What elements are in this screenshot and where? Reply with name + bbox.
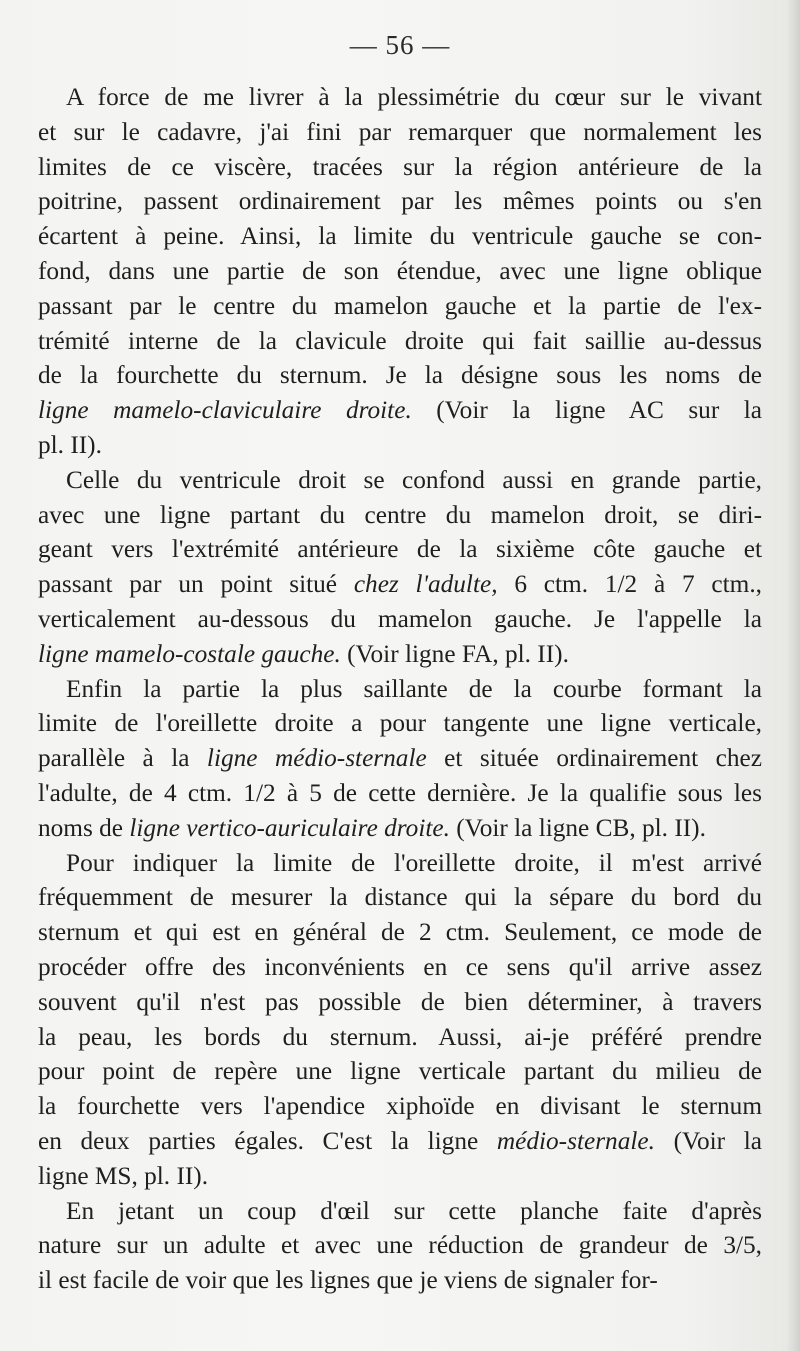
text-run: poitrine, passent ordinairement par les mêmes points ou s'en xyxy=(38,187,762,216)
text-run: verticalement au-dessous du mamelon gauche. Je l'appelle la xyxy=(38,604,762,633)
text-line xyxy=(38,219,762,254)
text-run: souvent qu'il n'est pas possible de bien déterminer, à travers xyxy=(38,987,762,1016)
text-line xyxy=(38,1020,762,1055)
text-line xyxy=(38,567,762,602)
text-line xyxy=(38,1124,762,1159)
text-line xyxy=(38,1194,762,1229)
text-line xyxy=(38,811,762,846)
text-line xyxy=(38,637,762,672)
text-run: et située ordinairement chez xyxy=(426,744,762,773)
italic-term: chez l'adulte, xyxy=(353,570,498,599)
text-run: pl. II). xyxy=(38,430,102,459)
text-run: (Voir la ligne CB, pl. II). xyxy=(449,813,706,842)
text-line xyxy=(38,1159,762,1194)
text-run: parallèle à la xyxy=(38,744,207,773)
text-line xyxy=(38,498,762,533)
text-run: En jetant un coup d'œil sur cette planche faite d'après xyxy=(66,1196,762,1225)
text-line xyxy=(38,80,762,115)
text-run: limites de ce viscère, tracées sur la région antérieure de la xyxy=(38,152,762,181)
text-run: passant par le centre du mamelon gauche et la partie de l'ex- xyxy=(38,291,762,320)
text-line xyxy=(38,1263,762,1298)
text-line xyxy=(38,880,762,915)
text-line xyxy=(38,324,762,359)
text-line xyxy=(38,1089,762,1124)
text-line xyxy=(38,985,762,1020)
text-run: A force de me livrer à la plessimétrie du cœur sur le vivant xyxy=(66,83,762,111)
text-line xyxy=(38,915,762,950)
text-run: la peau, les bords du sternum. Aussi, ai-je préféré prendre xyxy=(38,1022,762,1051)
text-run: la fourchette vers l'apendice xiphoïde en divisant le sternum xyxy=(38,1092,762,1121)
text-run: procéder offre des inconvénients en ce sens qu'il arrive assez xyxy=(38,952,762,981)
text-run: nature sur un adulte et avec une réduction de grandeur de 3/5, xyxy=(38,1231,762,1260)
text-line xyxy=(38,1054,762,1089)
text-run: fond, dans une partie de son étendue, avec une ligne oblique xyxy=(38,256,762,285)
text-run: l'adulte, de 4 ctm. 1/2 à 5 de cette dernière. Je la qualifie sous les xyxy=(38,778,762,807)
text-run: 6 ctm. 1/2 à 7 ctm., xyxy=(497,570,762,599)
text-line xyxy=(38,115,762,150)
text-run: en deux parties égales. C'est la ligne xyxy=(38,1126,497,1155)
text-run: ligne MS, pl. II). xyxy=(38,1161,209,1190)
italic-term: ligne médio-sternale xyxy=(206,744,427,773)
text-run: et sur le cadavre, j'ai fini par remarquer que normalement les xyxy=(38,117,762,146)
text-run: passant par un point situé xyxy=(38,570,354,599)
italic-term: ligne mamelo-costale gauche. xyxy=(38,639,341,668)
text-run: noms de xyxy=(38,813,130,842)
text-run: de la fourchette du sternum. Je la désigne sous les noms de xyxy=(38,361,762,390)
text-run: Pour indiquer la limite de l'oreillette droite, il m'est arrivé xyxy=(66,848,762,877)
text-line xyxy=(38,846,762,881)
text-line xyxy=(38,602,762,637)
text-run: (Voir la ligne AC sur la xyxy=(411,396,762,425)
text-line xyxy=(38,463,762,498)
text-run: avec une ligne partant du centre du mamelon droit, se diri- xyxy=(38,500,762,529)
text-run: Enfin la partie la plus saillante de la courbe formant la xyxy=(66,674,762,703)
text-line xyxy=(38,950,762,985)
text-run: Celle du ventricule droit se confond aussi en grande partie, xyxy=(66,465,762,494)
text-line xyxy=(38,428,762,463)
text-line xyxy=(38,289,762,324)
paragraph xyxy=(38,80,762,463)
text-run: geant vers l'extrémité antérieure de la sixième côte gauche et xyxy=(38,535,762,564)
paragraph xyxy=(38,463,762,672)
text-line xyxy=(38,150,762,185)
text-run: fréquemment de mesurer la distance qui la sépare du bord du xyxy=(38,883,762,912)
text-line xyxy=(38,358,762,393)
text-run: trémité interne de la clavicule droite qui fait saillie au-dessus xyxy=(38,326,762,355)
text-line xyxy=(38,532,762,567)
text-run: sternum et qui est en général de 2 ctm. Seulement, ce mode de xyxy=(38,918,762,947)
text-run: pour point de repère une ligne verticale partant du milieu de xyxy=(38,1057,762,1086)
text-line xyxy=(38,254,762,289)
italic-term: ligne mamelo-claviculaire droite. xyxy=(38,396,412,425)
text-line xyxy=(38,184,762,219)
text-line xyxy=(38,776,762,811)
text-line xyxy=(38,393,762,428)
paragraph xyxy=(38,1194,762,1298)
text-run: écartent à peine. Ainsi, la limite du ventricule gauche se con- xyxy=(38,222,762,251)
paragraph xyxy=(38,672,762,846)
italic-term: médio-sternale. xyxy=(496,1126,655,1155)
text-run: limite de l'oreillette droite a pour tangente une ligne verticale, xyxy=(38,709,762,738)
paragraph xyxy=(38,846,762,1194)
text-line xyxy=(38,741,762,776)
page-edge-shadow xyxy=(786,0,800,1351)
text-line xyxy=(38,706,762,741)
italic-term: ligne vertico-auriculaire droite. xyxy=(129,813,450,842)
page-number: — 56 — xyxy=(349,30,451,60)
text-line xyxy=(38,672,762,707)
body-text xyxy=(38,80,762,1298)
text-run: il est facile de voir que les lignes que je viens de signaler for- xyxy=(38,1266,658,1295)
text-run: (Voir la xyxy=(654,1126,763,1155)
text-line xyxy=(38,1228,762,1263)
text-run: (Voir ligne FA, pl. II). xyxy=(340,639,569,668)
